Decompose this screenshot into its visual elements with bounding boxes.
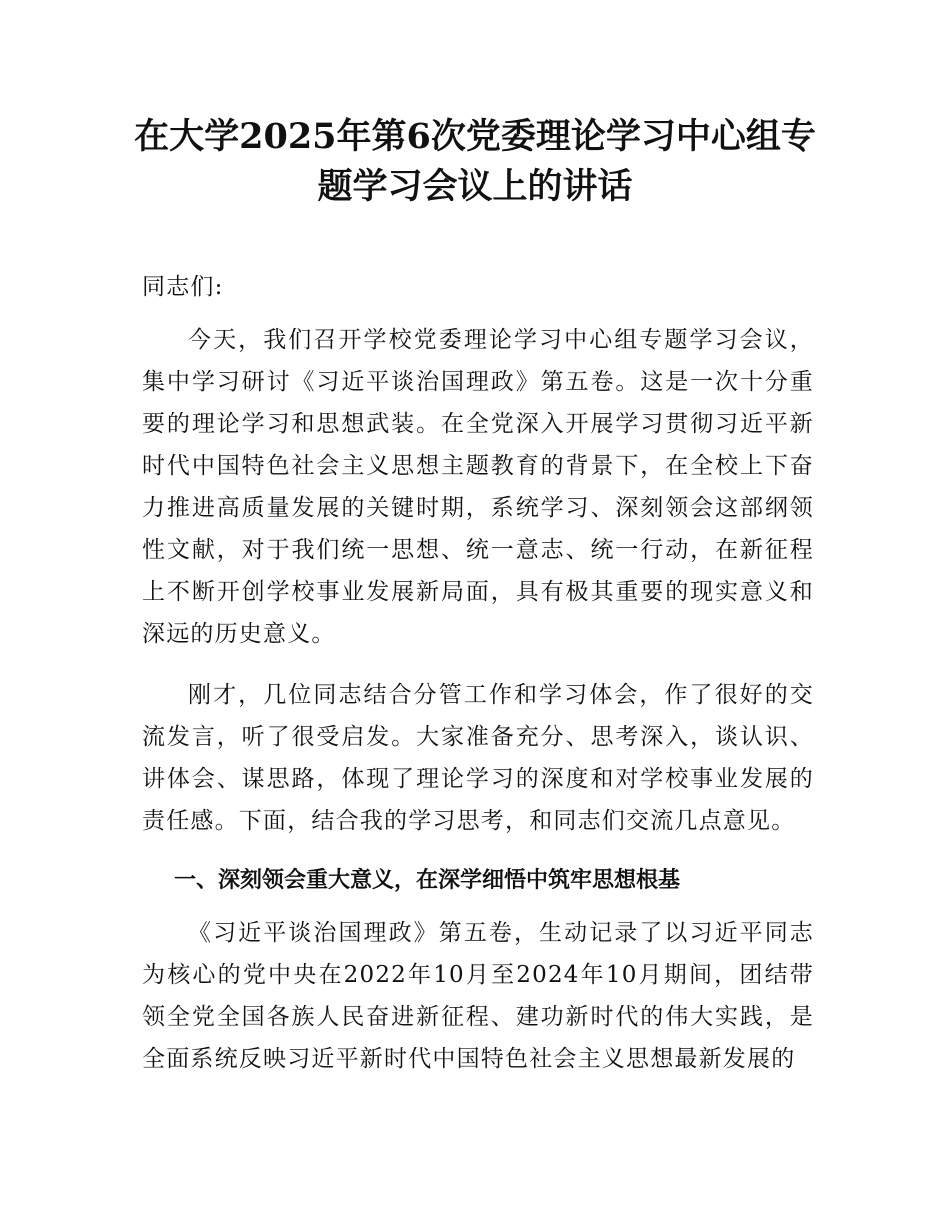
section-paragraph: 《习近平谈治国理政》第五卷，生动记录了以习近平同志为核心的党中央在2022年10月至2024年10月期间，团结带领全党全国各族人民奋进新征程、建功新时代的伟大实践，是全面系统反映习近平新时代中国特色社会主义思想最新发展的 <box>142 920 814 1072</box>
section-heading: 一、深刻领会重大意义，在深学细悟中筑牢思想根基 <box>174 868 681 893</box>
document-title: 在大学2025年第6次党委理论学习中心组专题学习会议上的讲话 <box>134 116 816 207</box>
paragraph-opening: 今天，我们召开学校党委理论学习中心组专题学习会议，集中学习研讨《习近平谈治国理政》第五卷。这是一次十分重要的理论学习和思想武装。在全党深入开展学习贯彻习近平新时代中国特色社会主义思想主题教育的背景下，在全校上下奋力推进高质量发展的关键时期，系统学习、深刻领会这部纲领性文献，对于我们统一思想、统一意志、统一行动，在新征程上不断开创学校事业发展新局面，具有极其重要的现实意义和深远的历史意义。 <box>142 327 814 647</box>
greeting: 同志们: <box>142 274 224 300</box>
paragraph-remarks: 刚才，几位同志结合分管工作和学习体会，作了很好的交流发言，听了很受启发。大家准备充分、思考深入，谈认识、讲体会、谋思路，体现了理论学习的深度和对学校事业发展的责任感。下面，结合我的学习思考，和同志们交流几点意见。 <box>142 682 814 834</box>
